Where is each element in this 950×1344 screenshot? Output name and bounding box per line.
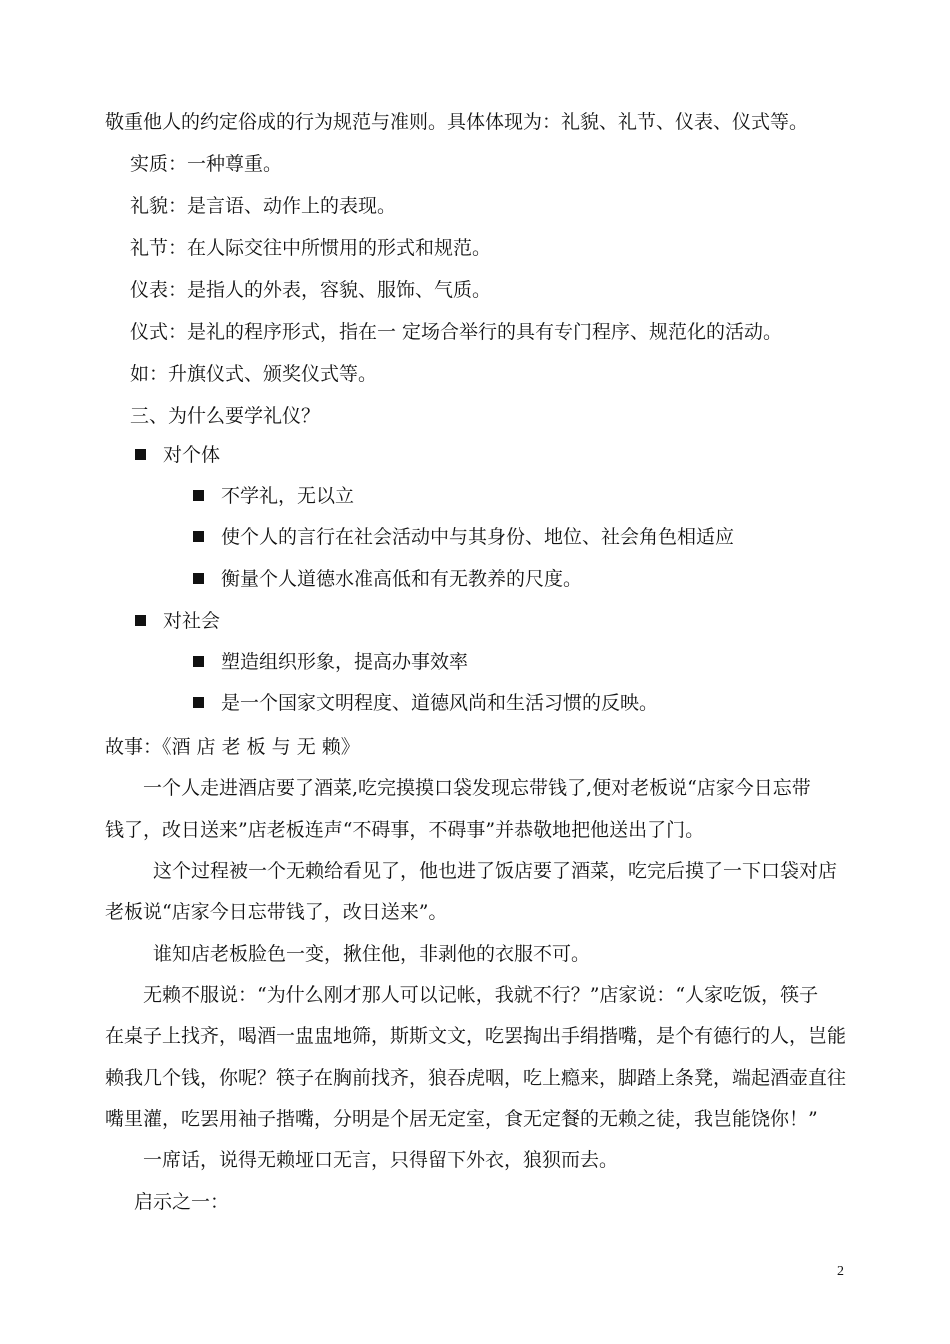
page-number: 2 [837,1264,844,1279]
story-paragraph-line: 赖我几个钱，你呢？筷子在胸前找齐，狼吞虎咽，吃上瘾来，脚踏上条凳，端起酒壶直往 [105,1067,847,1089]
definition-line: 敬重他人的约定俗成的行为规范与准则。具体体现为：礼貌、礼节、仪表、仪式等。 [105,111,809,133]
story-paragraph-line: 谁知店老板脸色一变，揪住他，非剥他的衣服不可。 [153,943,591,965]
essence-line: 实质：一种尊重。 [130,153,283,175]
story-paragraph-line: 在桌子上找齐，喝酒一盅盅地筛，斯斯文文，吃罢掏出手绢揩嘴，是个有德行的人，岂能 [105,1025,847,1047]
example-line: 如：升旗仪式、颁奖仪式等。 [130,363,378,385]
society-item: 是一个国家文明程度、道德风尚和生活习惯的反映。 [221,692,659,714]
story-paragraph-line: 这个过程被一个无赖给看见了，他也进了饭店要了酒菜，吃完后摸了一下口袋对店 [153,860,838,882]
bullet-square-icon [135,615,146,626]
bullet-square-icon [193,573,204,584]
politeness-line: 礼貌：是言语、动作上的表现。 [130,195,397,217]
story-paragraph-line: 老板说“店家今日忘带钱了，改日送来”。 [105,901,448,923]
ceremony-line: 仪式：是礼的程序形式，指在一 定场合举行的具有专门程序、规范化的活动。 [130,321,783,343]
bullet-square-icon [193,656,204,667]
story-paragraph-line: 一席话，说得无赖垭口无言，只得留下外衣，狼狈而去。 [143,1149,619,1171]
individual-label: 对个体 [163,444,221,466]
society-label: 对社会 [163,610,221,632]
individual-item: 衡量个人道德水准高低和有无教养的尺度。 [221,568,583,590]
bullet-square-icon [193,490,204,501]
story-paragraph-line: 钱了，改日送来”店老板连声“不碍事，不碍事”并恭敬地把他送出了门。 [105,819,705,841]
individual-item: 使个人的言行在社会活动中与其身份、地位、社会角色相适应 [221,526,735,548]
bullet-square-icon [135,449,146,460]
society-item: 塑造组织形象，提高办事效率 [221,651,469,673]
individual-item: 不学礼，无以立 [221,485,355,507]
story-paragraph-line: 无赖不服说：“为什么刚才那人可以记帐，我就不行？”店家说：“人家吃饭，筷子 [143,984,819,1006]
bullet-square-icon [193,531,204,542]
etiquette-line: 礼节：在人际交往中所惯用的形式和规范。 [130,237,492,259]
story-paragraph-line: 一个人走进酒店要了酒菜,吃完摸摸口袋发现忘带钱了,便对老板说“店家今日忘带 [143,777,811,799]
section-heading: 三、为什么要学礼仪？ [130,405,321,427]
lesson-heading: 启示之一： [134,1191,230,1213]
story-title: 故事：《酒 店 老 板 与 无 赖》 [105,736,360,758]
appearance-line: 仪表：是指人的外表，容貌、服饰、气质。 [130,279,492,301]
bullet-square-icon [193,697,204,708]
story-paragraph-line: 嘴里灌，吃罢用袖子揩嘴，分明是个居无定室，食无定餐的无赖之徒，我岂能饶你！” [105,1108,818,1130]
